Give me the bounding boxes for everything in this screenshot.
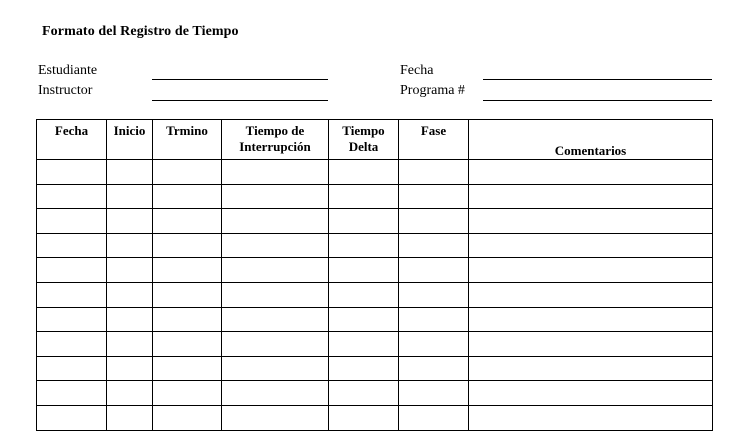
estudiante-field[interactable] [152, 79, 328, 80]
table-cell[interactable] [469, 307, 713, 332]
table-row [37, 381, 713, 406]
table-cell[interactable] [329, 258, 399, 283]
table-cell[interactable] [37, 307, 107, 332]
table-cell[interactable] [469, 356, 713, 381]
table-cell[interactable] [153, 233, 222, 258]
table-cell[interactable] [222, 233, 329, 258]
fecha-field[interactable] [483, 79, 712, 80]
table-cell[interactable] [329, 160, 399, 185]
table-header-row [37, 120, 713, 160]
table-cell[interactable] [37, 282, 107, 307]
table-cell[interactable] [107, 209, 153, 234]
table-cell[interactable] [222, 258, 329, 283]
table-cell[interactable] [222, 332, 329, 357]
table-cell[interactable] [469, 332, 713, 357]
table-body [37, 160, 713, 431]
table-cell[interactable] [37, 184, 107, 209]
table-cell[interactable] [107, 405, 153, 430]
header-tiempo-delta: Tiempo Delta [329, 120, 399, 160]
table-cell[interactable] [329, 381, 399, 406]
table-cell[interactable] [107, 282, 153, 307]
table-cell[interactable] [399, 405, 469, 430]
table-cell[interactable] [107, 307, 153, 332]
table-cell[interactable] [399, 258, 469, 283]
table-row [37, 209, 713, 234]
table-cell[interactable] [37, 209, 107, 234]
table-cell[interactable] [153, 282, 222, 307]
table-cell[interactable] [329, 356, 399, 381]
table-cell[interactable] [399, 332, 469, 357]
table-cell[interactable] [37, 258, 107, 283]
table-cell[interactable] [469, 282, 713, 307]
header-termino: Trmino [153, 120, 222, 160]
table-cell[interactable] [153, 307, 222, 332]
header-inicio: Inicio [107, 120, 153, 160]
table-cell[interactable] [399, 282, 469, 307]
table-cell[interactable] [399, 381, 469, 406]
table-cell[interactable] [37, 160, 107, 185]
table-cell[interactable] [469, 405, 713, 430]
table-cell[interactable] [107, 356, 153, 381]
table-cell[interactable] [329, 405, 399, 430]
table-cell[interactable] [329, 209, 399, 234]
table-row [37, 160, 713, 185]
table-row [37, 356, 713, 381]
table-cell[interactable] [329, 233, 399, 258]
table-cell[interactable] [107, 184, 153, 209]
table-cell[interactable] [37, 381, 107, 406]
table-cell[interactable] [399, 184, 469, 209]
table-cell[interactable] [222, 160, 329, 185]
header-fecha: Fecha [37, 120, 107, 160]
table-cell[interactable] [222, 209, 329, 234]
table-row [37, 282, 713, 307]
table-row [37, 258, 713, 283]
table-cell[interactable] [222, 381, 329, 406]
table-cell[interactable] [107, 258, 153, 283]
header-tiempo-interrupcion: Tiempo de Interrupción [222, 120, 329, 160]
table-row [37, 307, 713, 332]
table-cell[interactable] [153, 209, 222, 234]
table-cell[interactable] [222, 405, 329, 430]
time-log-table [36, 119, 713, 431]
table-cell[interactable] [469, 381, 713, 406]
table-row [37, 184, 713, 209]
instructor-field[interactable] [152, 100, 328, 101]
instructor-label: Instructor [38, 83, 93, 98]
table-cell[interactable] [469, 233, 713, 258]
header-comentarios: Comentarios [469, 120, 713, 160]
table-cell[interactable] [153, 160, 222, 185]
table-cell[interactable] [153, 356, 222, 381]
table-cell[interactable] [222, 307, 329, 332]
table-cell[interactable] [37, 332, 107, 357]
estudiante-label: Estudiante [38, 63, 98, 78]
table-cell[interactable] [222, 184, 329, 209]
table-cell[interactable] [37, 405, 107, 430]
table-cell[interactable] [37, 233, 107, 258]
table-cell[interactable] [329, 282, 399, 307]
programa-label: Programa # [400, 83, 465, 98]
table-cell[interactable] [222, 282, 329, 307]
table-cell[interactable] [107, 381, 153, 406]
table-cell[interactable] [469, 258, 713, 283]
table-cell[interactable] [329, 307, 399, 332]
table-row [37, 332, 713, 357]
table-cell[interactable] [469, 184, 713, 209]
table-row [37, 405, 713, 430]
table-cell[interactable] [399, 160, 469, 185]
table-cell[interactable] [153, 381, 222, 406]
table-cell[interactable] [37, 356, 107, 381]
table-cell[interactable] [329, 332, 399, 357]
table-cell[interactable] [399, 209, 469, 234]
table-cell[interactable] [399, 356, 469, 381]
table-cell[interactable] [469, 160, 713, 185]
table-cell[interactable] [222, 356, 329, 381]
header-fase: Fase [399, 120, 469, 160]
fecha-label: Fecha [400, 63, 434, 78]
table-cell[interactable] [107, 332, 153, 357]
table-cell[interactable] [107, 160, 153, 185]
table-cell[interactable] [107, 233, 153, 258]
table-cell[interactable] [153, 332, 222, 357]
table-cell[interactable] [399, 233, 469, 258]
document-title: Formato del Registro de Tiempo [42, 24, 239, 39]
table-cell[interactable] [153, 405, 222, 430]
table-cell[interactable] [469, 209, 713, 234]
table-cell[interactable] [153, 184, 222, 209]
table-row [37, 233, 713, 258]
programa-field[interactable] [483, 100, 712, 101]
table-cell[interactable] [329, 184, 399, 209]
table-cell[interactable] [399, 307, 469, 332]
table-cell[interactable] [153, 258, 222, 283]
